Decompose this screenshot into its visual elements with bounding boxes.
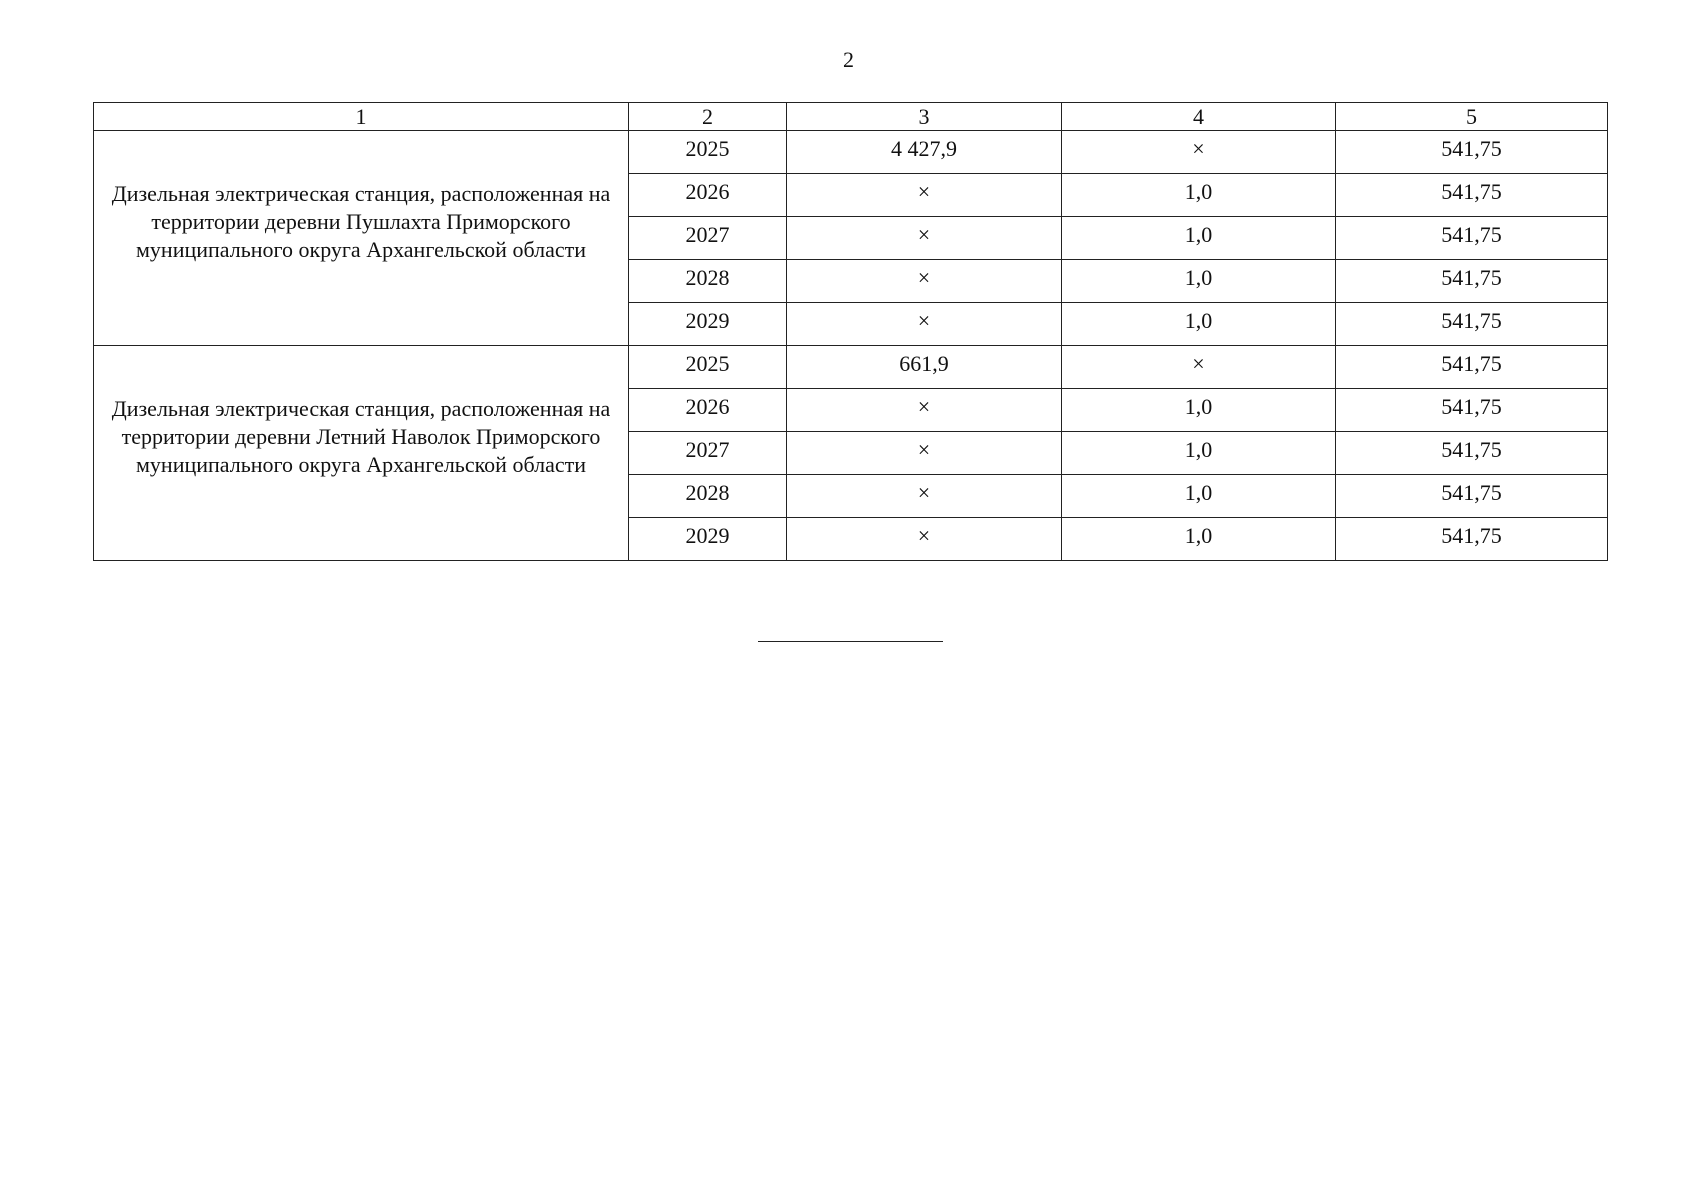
col3-cell: × <box>787 518 1062 561</box>
col5-cell: 541,75 <box>1336 260 1608 303</box>
col4-cell: 1,0 <box>1062 303 1336 346</box>
col3-cell: × <box>787 389 1062 432</box>
year-cell: 2028 <box>629 475 787 518</box>
col3-cell: × <box>787 217 1062 260</box>
col3-cell: 661,9 <box>787 346 1062 389</box>
header-cell-3: 3 <box>787 103 1062 131</box>
year-cell: 2028 <box>629 260 787 303</box>
col4-cell: 1,0 <box>1062 174 1336 217</box>
col5-cell: 541,75 <box>1336 518 1608 561</box>
col5-cell: 541,75 <box>1336 432 1608 475</box>
year-cell: 2029 <box>629 518 787 561</box>
year-cell: 2027 <box>629 217 787 260</box>
table-row <box>94 131 1608 174</box>
year-cell: 2026 <box>629 174 787 217</box>
closing-rule <box>758 641 943 642</box>
header-cell-4: 4 <box>1062 103 1336 131</box>
header-cell-5: 5 <box>1336 103 1608 131</box>
col5-cell: 541,75 <box>1336 389 1608 432</box>
col3-cell: × <box>787 475 1062 518</box>
col4-cell: 1,0 <box>1062 475 1336 518</box>
year-cell: 2025 <box>629 131 787 174</box>
col3-cell: × <box>787 174 1062 217</box>
header-cell-2: 2 <box>629 103 787 131</box>
col3-cell: × <box>787 303 1062 346</box>
header-cell-1: 1 <box>94 103 629 131</box>
col3-cell: × <box>787 260 1062 303</box>
data-table <box>93 102 1608 561</box>
station-name: Дизельная электрическая станция, расположенная на территории деревни Летний Наволок Приморского муниципального округа Архангельской области <box>94 346 629 561</box>
col4-cell: 1,0 <box>1062 217 1336 260</box>
col4-cell: 1,0 <box>1062 518 1336 561</box>
col3-cell: × <box>787 432 1062 475</box>
page-number: 2 <box>843 47 854 72</box>
col5-cell: 541,75 <box>1336 475 1608 518</box>
col4-cell: 1,0 <box>1062 432 1336 475</box>
year-cell: 2026 <box>629 389 787 432</box>
col5-cell: 541,75 <box>1336 131 1608 174</box>
col4-cell: 1,0 <box>1062 260 1336 303</box>
col3-cell: 4 427,9 <box>787 131 1062 174</box>
station-name: Дизельная электрическая станция, расположенная на территории деревни Пушлахта Приморского муниципального округа Архангельской области <box>94 131 629 346</box>
col4-cell: × <box>1062 131 1336 174</box>
col5-cell: 541,75 <box>1336 174 1608 217</box>
col5-cell: 541,75 <box>1336 346 1608 389</box>
year-cell: 2029 <box>629 303 787 346</box>
table-row <box>94 346 1608 389</box>
header-row <box>94 103 1608 131</box>
year-cell: 2027 <box>629 432 787 475</box>
col4-cell: 1,0 <box>1062 389 1336 432</box>
col4-cell: × <box>1062 346 1336 389</box>
col5-cell: 541,75 <box>1336 303 1608 346</box>
year-cell: 2025 <box>629 346 787 389</box>
col5-cell: 541,75 <box>1336 217 1608 260</box>
